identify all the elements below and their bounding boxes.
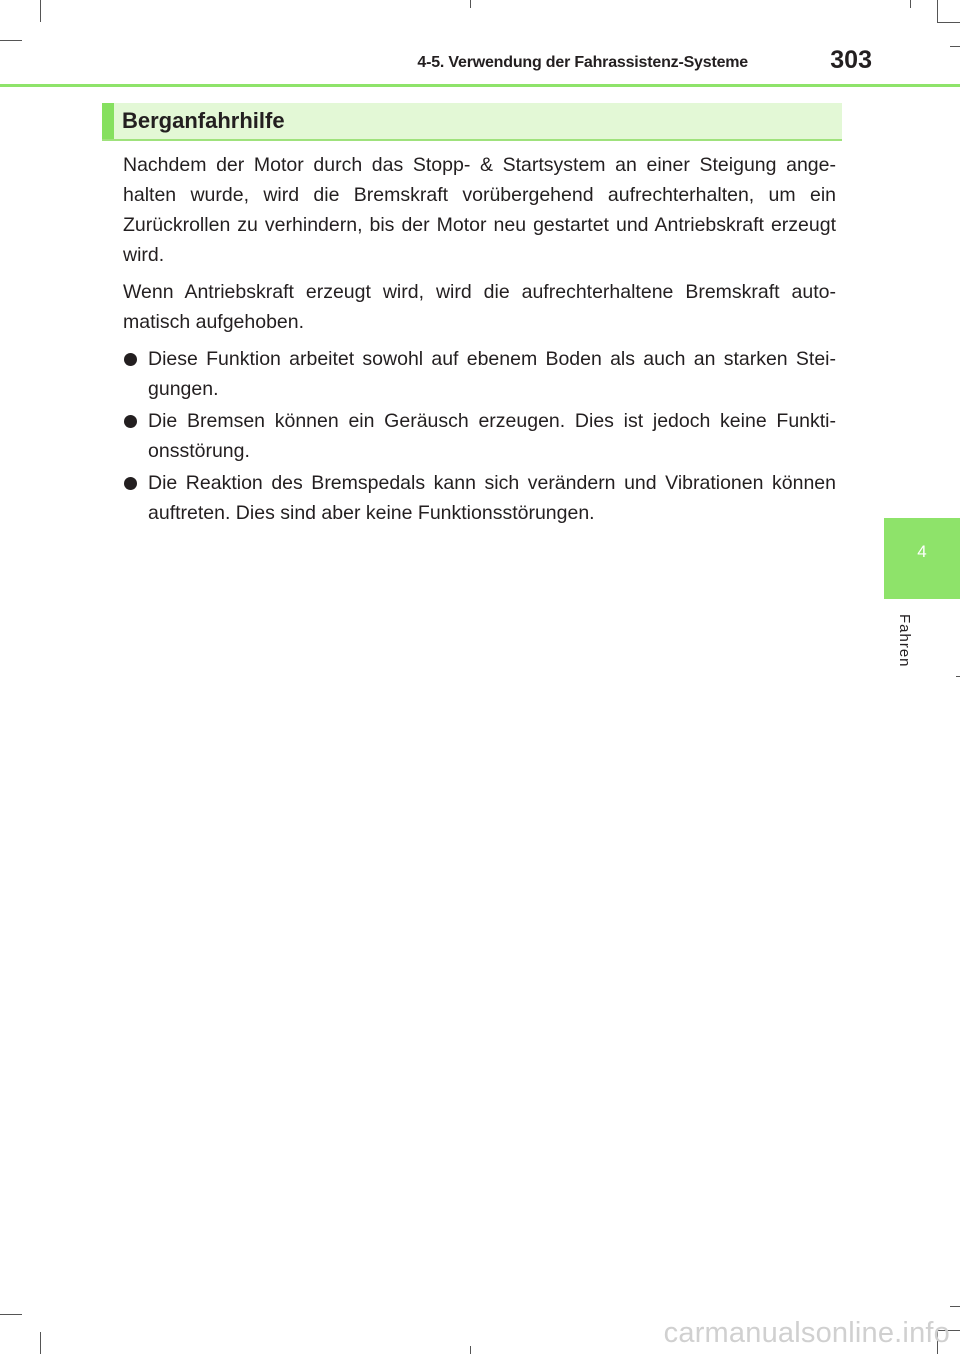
crop-mark (937, 22, 960, 23)
page-number: 303 (830, 46, 872, 74)
bullet-dot-icon (124, 477, 137, 490)
bullet-item (123, 406, 836, 466)
crop-mark (950, 1306, 960, 1307)
crop-mark (937, 0, 938, 22)
bullet-item (123, 344, 836, 404)
paragraph: Nachdem der Motor durch das Stopp- & Startsystem an einer Steigung ange-halten wurde, wird die Bremskraft vorübergehend aufrechterhalten, um ein Zurückrollen zu verhindern, bis der Motor neu gestartet und Antriebskraft erzeugt wird. (123, 154, 836, 266)
body-text (123, 150, 836, 530)
section-title-accent (102, 103, 114, 139)
bullet-text: Diese Funktion arbeitet sowohl auf ebenem Boden als auch an starken Stei-gungen. (148, 348, 836, 400)
section-title: Berganfahrhilfe (122, 108, 285, 133)
chapter-label: Fahren (896, 614, 913, 668)
watermark: carmanualsonline.info (663, 1317, 950, 1349)
crop-mark (40, 1332, 41, 1354)
bullet-item (123, 468, 836, 528)
section-title-bar (102, 103, 842, 141)
crop-mark (0, 40, 22, 41)
header-section-title: 4-5. Verwendung der Fahrassistenz-Systeme (417, 54, 748, 71)
chapter-number: 4 (917, 542, 927, 561)
bullet-dot-icon (124, 415, 137, 428)
header-rule (0, 84, 960, 87)
paragraph: Wenn Antriebskraft erzeugt wird, wird die aufrechterhaltene Bremskraft auto-matisch aufgehoben. (123, 281, 836, 333)
crop-mark (470, 1346, 471, 1354)
crop-mark (40, 0, 41, 22)
chapter-tab[interactable] (884, 518, 960, 599)
bullet-dot-icon (124, 353, 137, 366)
crop-mark (0, 1314, 22, 1315)
crop-mark (910, 0, 911, 8)
crop-mark (470, 0, 471, 8)
crop-mark (950, 46, 960, 47)
crop-mark (956, 676, 960, 677)
bullet-text: Die Bremsen können ein Geräusch erzeugen. Dies ist jedoch keine Funkti-onsstörung. (148, 410, 836, 462)
bullet-text: Die Reaktion des Bremspedals kann sich verändern und Vibrationen können auftreten. Dies sind aber keine Funktionsstörungen. (148, 472, 836, 524)
